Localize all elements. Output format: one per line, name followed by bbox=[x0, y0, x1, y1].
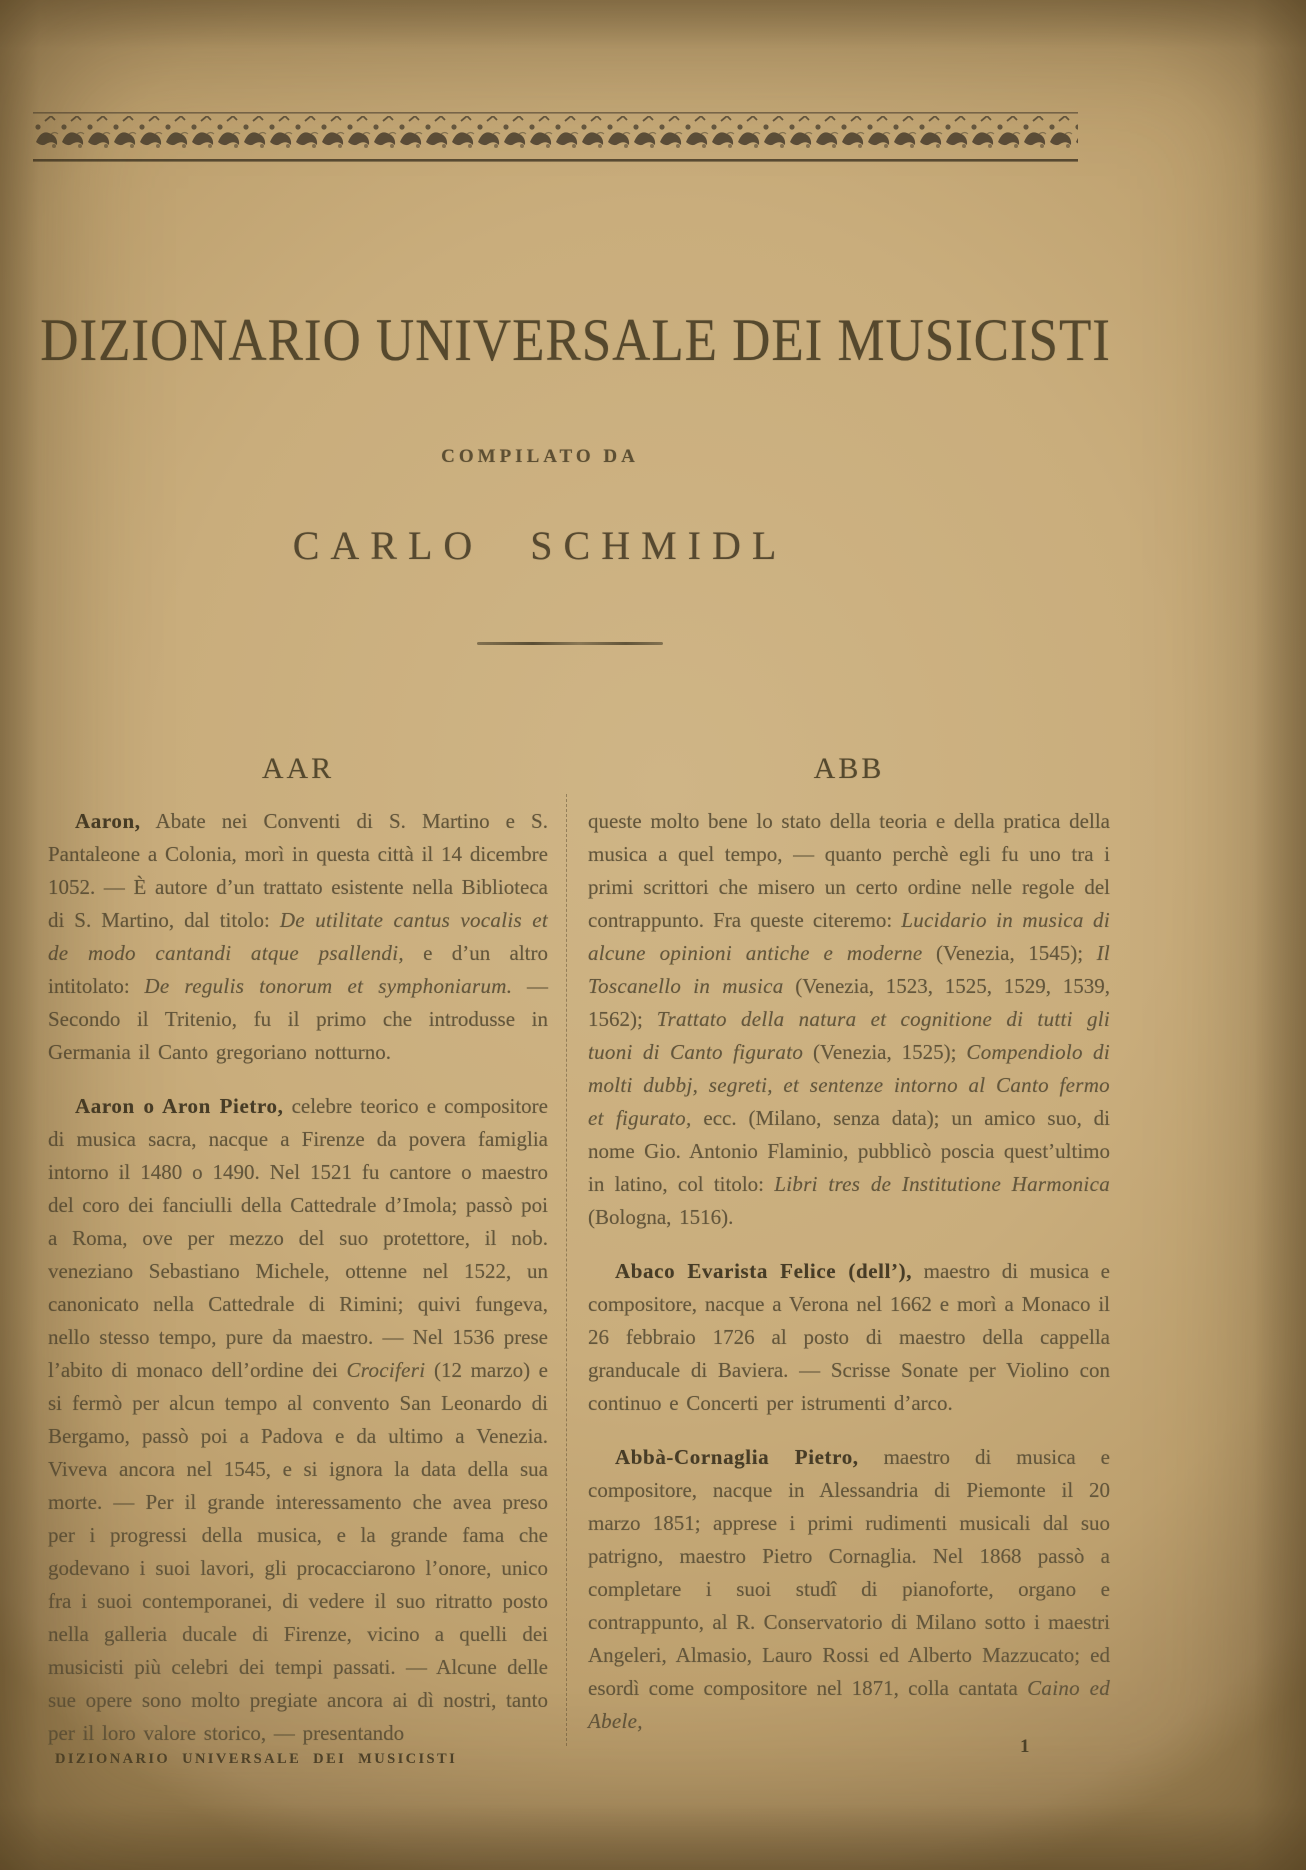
column-abb bbox=[588, 752, 1110, 1759]
title-divider-rule bbox=[477, 642, 663, 645]
column-body-aar bbox=[48, 805, 548, 1750]
entry-headword: Aaron, bbox=[75, 809, 141, 833]
dictionary-entry-aaron-pietro: Aaron o Aron Pietro, celebre teorico e compositore di musica sacra, nacque a Firenze da povera famiglia intorno il 1480 o 1490. Nel 1521 fu cantore o maestro del coro dei fanciulli della Cattedrale d’Imola; passò poi a Roma, ove per mezzo del suo protettore, il nob. veneziano Sebastiano Michele, ottenne nel 1522, un canonicato nella Cattedrale di Rimini; quivi fungeva, nello stesso tempo, pure da maestro. — Nel 1536 prese l’abito di monaco dell’ordine dei Crociferi (12 marzo) e si fermò per alcun tempo al convento San Leonardo di Bergamo, passò poi a Padova e da ultimo a Venezia. Viveva ancora nel 1545, e si ignora la data della sua morte. — Per il grande interessamento che avea preso per i progressi della musica, e la grande fama che godevano i suoi lavori, gli procacciarono l’onore, unico fra i suoi contemporanei, di vedere il suo ritratto posto nella galleria ducale di Firenze, vicino a quelli dei musicisti più celebri dei tempi passati. — Alcune delle sue opere sono molto pregiate ancora ai dì nostri, tanto per il loro valore storico, — presentando bbox=[48, 1094, 548, 1745]
page-title bbox=[0, 307, 1111, 374]
column-aar bbox=[48, 752, 548, 1771]
continuation-paragraph: queste molto bene lo stato della teoria e della pratica della musica a quel tempo, — quanto perchè egli fu uno tra i primi scrittori che misero un certo ordine nelle regole del contrappunto. Fra queste citeremo: Lucidario in musica di alcune opinioni antiche e moderne (Venezia, 1545); Il Toscanello in musica (Venezia, 1523, 1525, 1529, 1539, 1562); Trattato della natura et cognitione di tutti gli tuoni di Canto figurato (Venezia, 1525); Compendiolo di molti dubbj, segreti, et sentenze intorno al Canto fermo et figurato, ecc. (Milano, senza data); un amico suo, di nome Gio. Antonio Flaminio, pubblicò poscia quest’ultimo in latino, col titolo: Libri tres de Institutione Harmonica (Bologna, 1516). bbox=[588, 809, 1111, 1229]
column-body-abb bbox=[588, 805, 1110, 1738]
compiled-by-label: COMPILATO DA bbox=[441, 446, 639, 467]
entry-headword: Abbà-Cornaglia Pietro, bbox=[615, 1445, 859, 1469]
column-header-aar: AAR bbox=[261, 752, 335, 785]
entry-headword: Abaco Evarista Felice (dell’), bbox=[615, 1259, 913, 1283]
entry-headword: Aaron o Aron Pietro, bbox=[75, 1094, 284, 1118]
author-name: CARLO SCHMIDL bbox=[292, 523, 788, 568]
floral-scroll-ornament-band bbox=[33, 112, 1078, 162]
dictionary-entry-abaco: Abaco Evarista Felice (dell’), maestro di musica e compositore, nacque a Verona nel 1662 e morì a Monaco il 26 febbraio 1726 al posto di maestro della cappella granducale di Baviera. — Scrisse Sonate per Violino con continuo e Concerti per istrumenti d’arco. bbox=[588, 1259, 1110, 1415]
column-divider-rule bbox=[566, 794, 567, 1746]
column-header-abb: ABB bbox=[813, 752, 885, 785]
footer-signature: DIZIONARIO UNIVERSALE DEI MUSICISTI bbox=[55, 1751, 458, 1767]
dictionary-entry-aaron: Aaron, Abate nei Conventi di S. Martino e S. Pantaleone a Colonia, morì in questa città il 14 dicembre 1052. — È autore d’un trattato esistente nella Biblioteca di S. Martino, dal titolo: De utilitate cantus vocalis et de modo cantandi atque psallendi, e d’un altro intitolato: De regulis tonorum et symphoniarum. — Secondo il Tritenio, fu il primo che introdusse in Germania il Canto gregoriano notturno. bbox=[48, 809, 549, 1064]
page-number: 1 bbox=[1020, 1736, 1030, 1757]
page-title-text: DIZIONARIO UNIVERSALE DEI MUSICISTI bbox=[40, 307, 1111, 374]
dictionary-entry-abba-cornaglia: Abbà-Cornaglia Pietro, maestro di musica e compositore, nacque in Alessandria di Piemonte il 20 marzo 1851; apprese i primi rudimenti musicali dal suo patrigno, maestro Pietro Cornaglia. Nel 1868 passò a completare i suoi studî di pianoforte, organo e contrappunto, al R. Conservatorio di Milano sotto i maestri Angeleri, Almasio, Lauro Rossi ed Alberto Mazzucato; ed esordì come compositore nel 1871, colla cantata Caino ed Abele, bbox=[588, 1445, 1111, 1733]
